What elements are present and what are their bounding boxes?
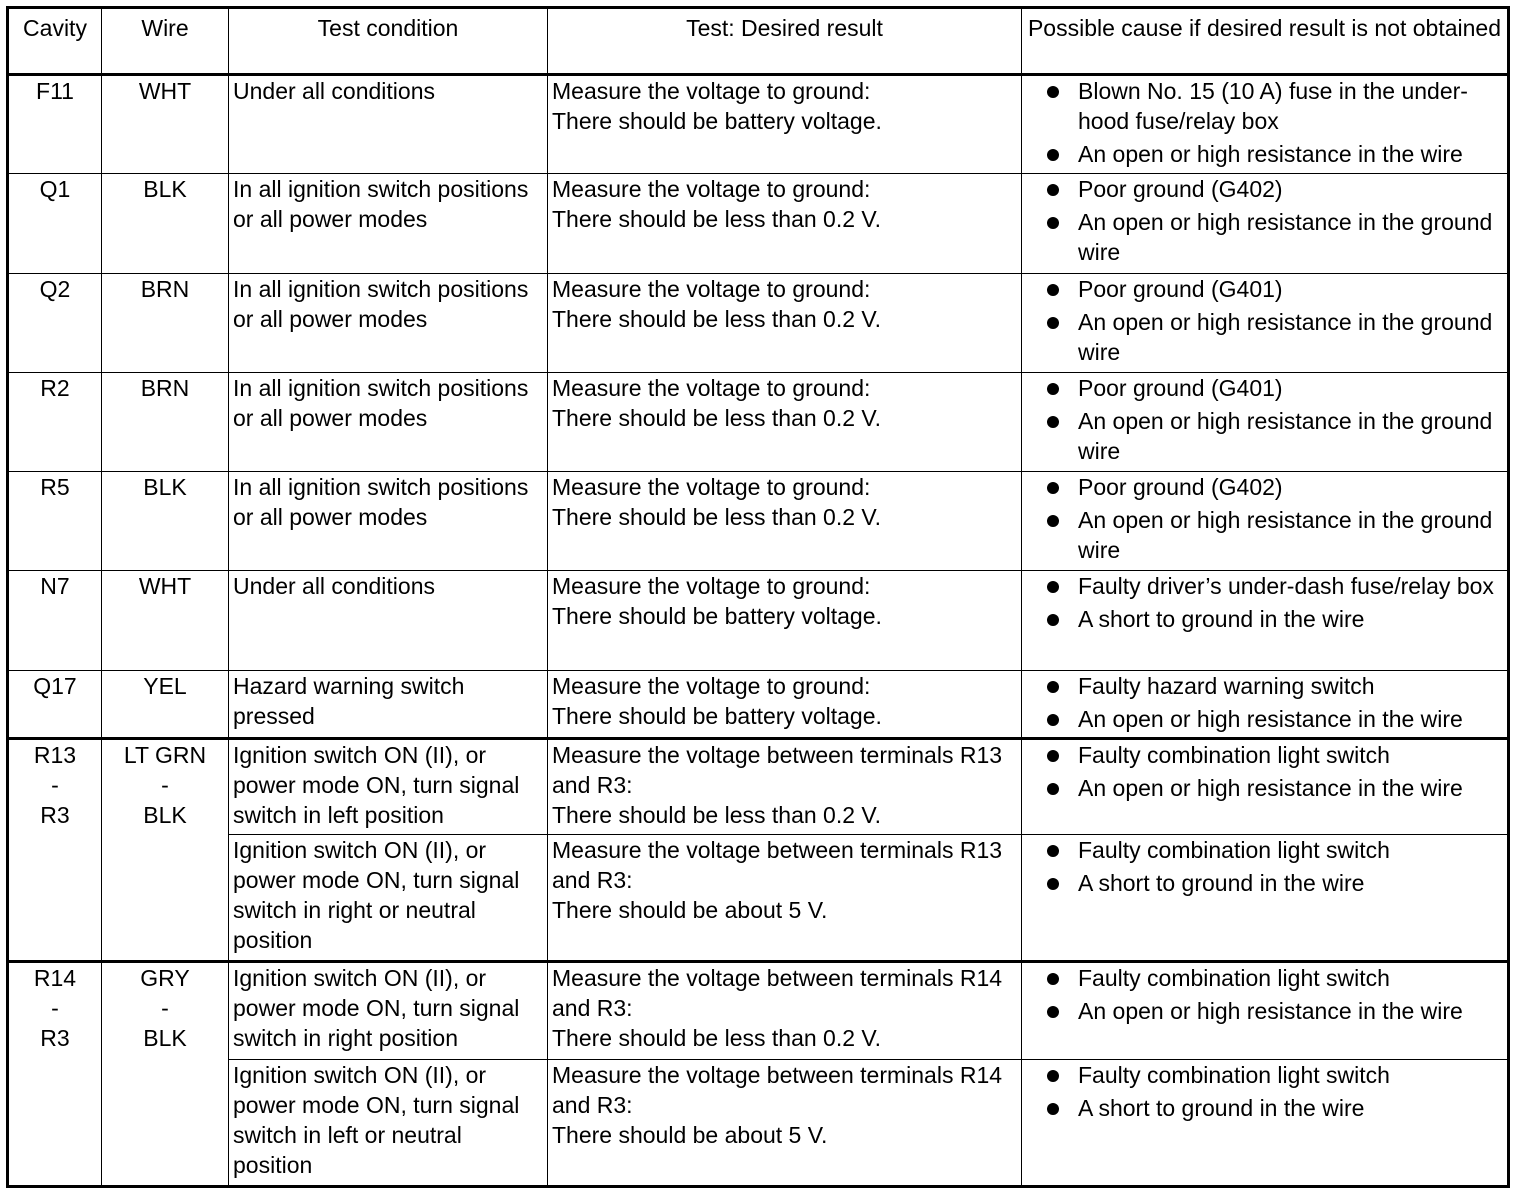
bullet-icon	[1047, 581, 1059, 593]
table-row	[8, 738, 1509, 834]
condition-cell: In all ignition switch positions or all power modes	[229, 273, 548, 372]
result-line: There should be less than 0.2 V.	[552, 206, 882, 233]
cause-cell	[1022, 670, 1509, 738]
result-line: Measure the voltage to ground:	[552, 176, 871, 203]
result-line: There should be less than 0.2 V.	[552, 504, 882, 531]
bullet-icon	[1047, 217, 1059, 229]
result-cell	[548, 372, 1022, 471]
condition-cell: Hazard warning switch pressed	[229, 670, 548, 738]
table-row	[8, 1059, 1509, 1186]
result-line: There should be battery voltage.	[552, 702, 882, 729]
condition-cell: Under all conditions	[229, 571, 548, 670]
cause-item: A short to ground in the wire	[1026, 604, 1503, 634]
condition-cell: In all ignition switch positions or all power modes	[229, 372, 548, 471]
condition-cell: In all ignition switch positions or all power modes	[229, 472, 548, 571]
table-row	[8, 962, 1509, 1059]
result-cell	[548, 670, 1022, 738]
table-row	[8, 835, 1509, 962]
bullet-icon	[1047, 714, 1059, 726]
header-test-condition: Test condition	[229, 8, 548, 75]
wire-cell: BRN	[102, 372, 229, 471]
result-line: Measure the voltage to ground:	[552, 573, 871, 600]
cavity-cell: R13 - R3	[8, 738, 102, 962]
bullet-icon	[1047, 317, 1059, 329]
table-row	[8, 472, 1509, 571]
cause-item: Faulty driver’s under-dash fuse/relay box	[1026, 571, 1503, 601]
cavity-cell: R2	[8, 372, 102, 471]
wire-cell: WHT	[102, 571, 229, 670]
cause-cell	[1022, 571, 1509, 670]
cavity-cell: Q2	[8, 273, 102, 372]
cause-item: An open or high resistance in the ground wire	[1026, 505, 1503, 565]
header-desired-result: Test: Desired result	[548, 8, 1022, 75]
bullet-icon	[1047, 973, 1059, 985]
result-cell	[548, 174, 1022, 273]
header-cavity: Cavity	[8, 8, 102, 75]
result-cell	[548, 738, 1022, 834]
table-row	[8, 273, 1509, 372]
result-line: Measure the voltage to ground:	[552, 672, 871, 699]
cause-item: An open or high resistance in the wire	[1026, 704, 1503, 734]
result-cell	[548, 1059, 1022, 1186]
result-line: There should be about 5 V.	[552, 897, 828, 924]
cause-cell	[1022, 273, 1509, 372]
result-cell	[548, 962, 1022, 1059]
result-line: There should be less than 0.2 V.	[552, 801, 882, 828]
result-cell	[548, 75, 1022, 174]
cause-item: An open or high resistance in the wire	[1026, 773, 1503, 803]
cause-cell	[1022, 372, 1509, 471]
result-line: There should be less than 0.2 V.	[552, 1025, 882, 1052]
result-line: Measure the voltage between terminals R13 and R3:	[552, 741, 1003, 798]
table-row	[8, 75, 1509, 174]
bullet-icon	[1047, 284, 1059, 296]
result-cell	[548, 835, 1022, 962]
wire-cell: LT GRN - BLK	[102, 738, 229, 962]
cause-item: An open or high resistance in the wire	[1026, 996, 1503, 1026]
cause-item: An open or high resistance in the ground wire	[1026, 406, 1503, 466]
cause-item: Faulty combination light switch	[1026, 963, 1503, 993]
cause-item: Poor ground (G402)	[1026, 174, 1503, 204]
result-line: Measure the voltage between terminals R14 and R3:	[552, 965, 1003, 1022]
result-line: Measure the voltage to ground:	[552, 275, 871, 302]
result-line: Measure the voltage between terminals R13 and R3:	[552, 837, 1003, 894]
bullet-icon	[1047, 845, 1059, 857]
result-line: Measure the voltage to ground:	[552, 78, 871, 104]
header-wire: Wire	[102, 8, 229, 75]
cause-item: Faulty hazard warning switch	[1026, 671, 1503, 701]
table-row	[8, 372, 1509, 471]
result-line: There should be battery voltage.	[552, 603, 882, 630]
cause-item: Poor ground (G401)	[1026, 274, 1503, 304]
cause-item: A short to ground in the wire	[1026, 868, 1503, 898]
cause-cell	[1022, 738, 1509, 834]
bullet-icon	[1047, 482, 1059, 494]
cause-item: An open or high resistance in the ground wire	[1026, 207, 1503, 267]
bullet-icon	[1047, 878, 1059, 890]
condition-cell: Ignition switch ON (II), or power mode ON, turn signal switch in left or neutral position	[229, 1059, 548, 1186]
cause-item: A short to ground in the wire	[1026, 1093, 1503, 1123]
bullet-icon	[1047, 1006, 1059, 1018]
header-row	[8, 8, 1509, 75]
condition-cell: In all ignition switch positions or all power modes	[229, 174, 548, 273]
condition-cell: Under all conditions	[229, 75, 548, 174]
cause-item: Faulty combination light switch	[1026, 835, 1503, 865]
condition-cell: Ignition switch ON (II), or power mode ON, turn signal switch in right position	[229, 962, 548, 1059]
cause-cell	[1022, 174, 1509, 273]
bullet-icon	[1047, 149, 1059, 161]
cavity-cell: Q17	[8, 670, 102, 738]
table-row	[8, 174, 1509, 273]
bullet-icon	[1047, 750, 1059, 762]
cause-item: Faulty combination light switch	[1026, 740, 1503, 770]
cavity-cell: R5	[8, 472, 102, 571]
cause-item: An open or high resistance in the wire	[1026, 139, 1503, 169]
result-cell	[548, 571, 1022, 670]
cause-item: Poor ground (G402)	[1026, 472, 1503, 502]
cause-cell	[1022, 1059, 1509, 1186]
result-line: There should be battery voltage.	[552, 108, 882, 134]
cause-item: Blown No. 15 (10 A) fuse in the under-hood fuse/relay box	[1026, 76, 1503, 136]
bullet-icon	[1047, 416, 1059, 428]
cause-item: Poor ground (G401)	[1026, 373, 1503, 403]
table-row	[8, 571, 1509, 670]
condition-cell: Ignition switch ON (II), or power mode ON, turn signal switch in left position	[229, 738, 548, 834]
bullet-icon	[1047, 783, 1059, 795]
wire-cell: YEL	[102, 670, 229, 738]
header-possible-cause: Possible cause if desired result is not obtained	[1022, 8, 1509, 75]
wire-cell: GRY - BLK	[102, 962, 229, 1187]
cavity-cell: R14 - R3	[8, 962, 102, 1187]
bullet-icon	[1047, 614, 1059, 626]
bullet-icon	[1047, 1103, 1059, 1115]
cause-cell	[1022, 962, 1509, 1059]
result-cell	[548, 273, 1022, 372]
cause-item: An open or high resistance in the ground wire	[1026, 307, 1503, 367]
result-line: Measure the voltage to ground:	[552, 374, 871, 401]
table-row	[8, 670, 1509, 738]
condition-cell: Ignition switch ON (II), or power mode ON, turn signal switch in right or neutral position	[229, 835, 548, 962]
wire-cell: WHT	[102, 75, 229, 174]
result-line: Measure the voltage between terminals R14 and R3:	[552, 1061, 1003, 1118]
cavity-cell: Q1	[8, 174, 102, 273]
cause-cell	[1022, 472, 1509, 571]
cause-item: Faulty combination light switch	[1026, 1060, 1503, 1090]
bullet-icon	[1047, 86, 1059, 98]
bullet-icon	[1047, 184, 1059, 196]
cavity-cell: F11	[8, 75, 102, 174]
result-line: There should be about 5 V.	[552, 1121, 828, 1148]
diagnostic-table	[6, 6, 1510, 1188]
result-line: There should be less than 0.2 V.	[552, 305, 882, 332]
cause-cell	[1022, 75, 1509, 174]
wire-cell: BRN	[102, 273, 229, 372]
cavity-cell: N7	[8, 571, 102, 670]
bullet-icon	[1047, 515, 1059, 527]
wire-cell: BLK	[102, 174, 229, 273]
result-cell	[548, 472, 1022, 571]
result-line: Measure the voltage to ground:	[552, 474, 871, 501]
wire-cell: BLK	[102, 472, 229, 571]
bullet-icon	[1047, 1070, 1059, 1082]
result-line: There should be less than 0.2 V.	[552, 404, 882, 431]
bullet-icon	[1047, 681, 1059, 693]
cause-cell	[1022, 835, 1509, 962]
bullet-icon	[1047, 383, 1059, 395]
